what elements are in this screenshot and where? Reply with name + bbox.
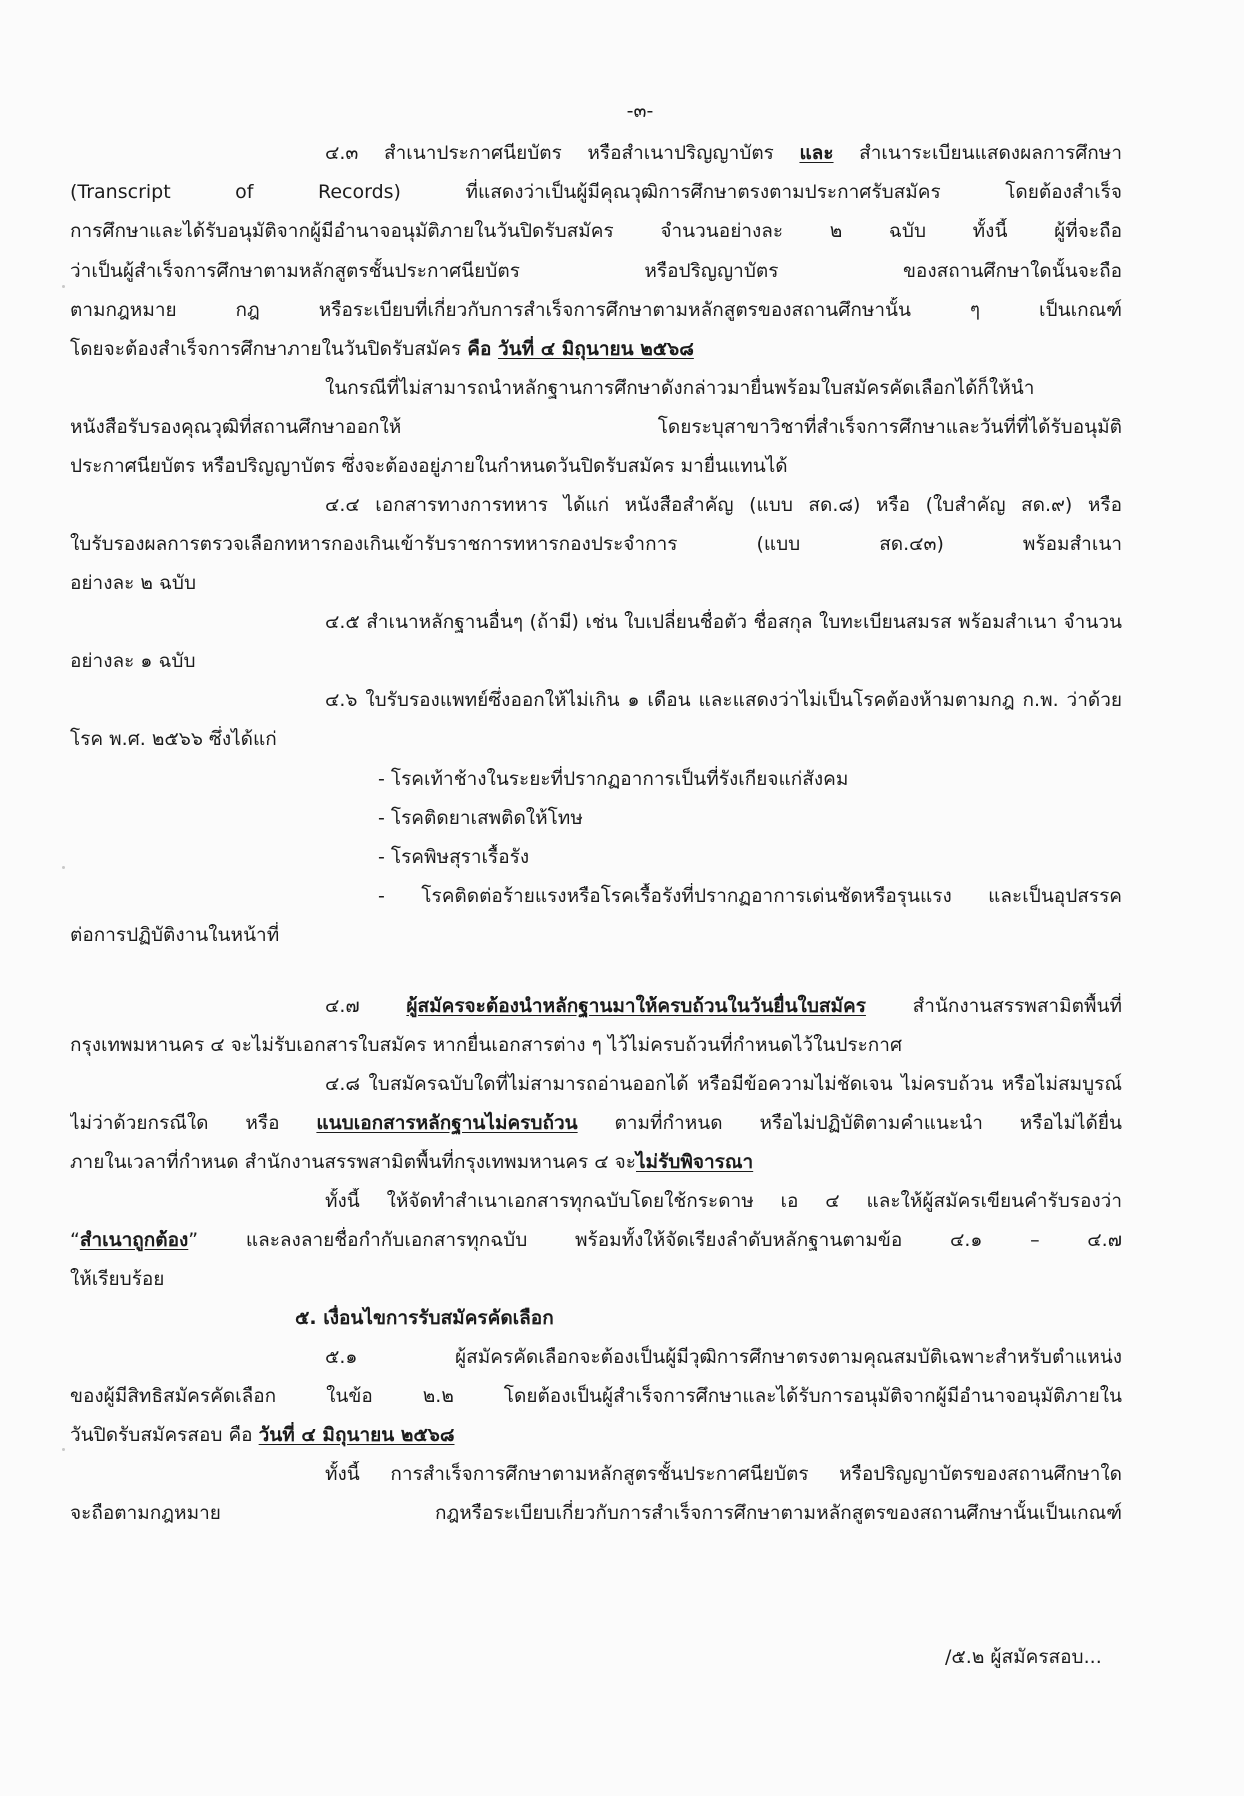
text-run: ว่าเป็นผู้สำเร็จการศึกษาตามหลักสูตรชั้นประกาศนียบัตร หรือปริญญาบัตร ของสถานศึกษาใดนั้นจะถือ — [70, 260, 1122, 282]
text-run: ของผู้มีสิทธิสมัครคัดเลือก ในข้อ ๒.๒ โดยต้องเป็นผู้สำเร็จการศึกษาและได้รับการอนุมัติจากผู้มีอำนาจอนุมัติภายใน — [70, 1385, 1122, 1407]
text-line — [70, 726, 570, 752]
text-run: ประกาศนียบัตร หรือปริญญาบัตร ซึ่งจะต้องอยู่ภายในกำหนดวันปิดรับสมัคร มายื่นแทนได้ — [70, 455, 788, 477]
text-run: ๕.๑ ผู้สมัครคัดเลือกจะต้องเป็นผู้มีวุฒิการศึกษาตรงตามคุณสมบัติเฉพาะสำหรับตำแหน่ง — [325, 1346, 1122, 1368]
text-line — [70, 336, 870, 362]
text-line — [325, 1188, 1122, 1214]
text-run: - โรคเท้าช้างในระยะที่ปรากฏอาการเป็นที่รังเกียจแก่สังคม — [378, 768, 849, 790]
text-run: ต่อการปฏิบัติงานในหน้าที่ — [70, 924, 280, 946]
text-line — [325, 609, 1122, 635]
emphasized-text: วันที่ ๔ มิถุนายน ๒๕๖๘ — [498, 338, 694, 360]
text-line — [325, 993, 1122, 1019]
text-line — [70, 179, 1122, 205]
text-run: สำเนาระเบียนแสดงผลการศึกษา — [833, 142, 1122, 164]
text-run: การศึกษาและได้รับอนุมัติจากผู้มีอำนาจอนุมัติภายในวันปิดรับสมัคร จำนวนอย่างละ ๒ ฉบับ ทั้งนี้ ผู้ที่จะถือ — [70, 220, 1122, 242]
text-line — [70, 1383, 1122, 1409]
text-line — [325, 1344, 1122, 1370]
text-line — [70, 1500, 1122, 1526]
text-line — [70, 1149, 970, 1175]
emphasized-text: ผู้สมัครจะต้องนำหลักฐานมาให้ครบถ้วนในวันยื่นใบสมัคร — [406, 995, 866, 1017]
text-run: ๕. เงื่อนไขการรับสมัครคัดเลือก — [295, 1307, 554, 1329]
text-run: สำนักงานสรรพสามิตพื้นที่ — [865, 995, 1122, 1017]
text-line — [70, 297, 1122, 323]
text-run: (Transcript of Records) ที่แสดงว่าเป็นผู้มีคุณวุฒิการศึกษาตรงตามประกาศรับสมัคร โดยต้องสำเร็จ — [70, 181, 1122, 203]
text-run: - โรคพิษสุราเรื้อรัง — [378, 846, 530, 868]
text-run: ใบรับรองผลการตรวจเลือกทหารกองเกินเข้ารับราชการทหารกองประจำการ (แบบ สด.๔๓) พร้อมสำเนา — [70, 533, 1122, 555]
text-line — [70, 1110, 1122, 1136]
text-line — [70, 531, 1122, 557]
text-line — [378, 766, 978, 792]
text-line — [70, 1422, 670, 1448]
scan-speck — [62, 866, 65, 869]
text-run: คือ — [467, 338, 499, 360]
text-run: หนังสือรับรองคุณวุฒิที่สถานศึกษาออกให้ โดยระบุสาขาวิชาที่สำเร็จการศึกษาและวันที่ที่ได้รับอนุมัติ — [70, 416, 1122, 438]
emphasized-text: ไม่รับพิจารณา — [636, 1151, 754, 1173]
text-run: ๔.๗ — [325, 995, 407, 1017]
emphasized-text: แนบเอกสารหลักฐานไม่ครบถ้วน — [316, 1112, 578, 1134]
text-line — [325, 1071, 1122, 1097]
text-run: ในกรณีที่ไม่สามารถนำหลักฐานการศึกษาดังกล่าวมายื่นพร้อมใบสมัครคัดเลือกได้ก็ให้นำ — [325, 377, 1035, 399]
scan-speck — [62, 285, 65, 288]
text-run: ให้เรียบร้อย — [70, 1268, 165, 1290]
text-run: /๕.๒ ผู้สมัครสอบ... — [945, 1646, 1102, 1668]
text-line — [378, 805, 978, 831]
text-run: อย่างละ ๑ ฉบับ — [70, 650, 196, 672]
text-run: ไม่ว่าด้วยกรณีใด หรือ — [70, 1112, 317, 1134]
text-run: ๔.๘ ใบสมัครฉบับใดที่ไม่สามารถอ่านออกได้ หรือมีข้อความไม่ชัดเจน ไม่ครบถ้วน หรือไม่สมบูรณ์ — [325, 1073, 1122, 1095]
scan-speck — [62, 1448, 65, 1451]
text-run: วันปิดรับสมัครสอบ คือ — [70, 1424, 259, 1446]
text-line — [325, 140, 1122, 166]
text-line — [378, 844, 978, 870]
text-run: ภายในเวลาที่กำหนด สำนักงานสรรพสามิตพื้นที่กรุงเทพมหานคร ๔ จะ — [70, 1151, 636, 1173]
page-number: -๓- — [626, 100, 654, 122]
text-run: โรค พ.ศ. ๒๕๖๖ ซึ่งได้แก่ — [70, 728, 277, 750]
text-line — [325, 375, 1122, 401]
text-run: ทั้งนี้ การสำเร็จการศึกษาตามหลักสูตรชั้นประกาศนียบัตร หรือปริญญาบัตรของสถานศึกษาใด — [325, 1463, 1122, 1485]
text-run: ” และลงลายชื่อกำกับเอกสารทุกฉบับ พร้อมทั้งให้จัดเรียงลำดับหลักฐานตามข้อ ๔.๑ – ๔.๗ — [188, 1229, 1122, 1251]
text-run: จะถือตามกฎหมาย กฎหรือระเบียบเกี่ยวกับการสำเร็จการศึกษาตามหลักสูตรของสถานศึกษานั้นเป็นเกณฑ์ — [70, 1502, 1122, 1524]
text-line — [70, 258, 1122, 284]
text-run: ทั้งนี้ ให้จัดทำสำเนาเอกสารทุกฉบับโดยใช้กระดาษ เอ ๔ และให้ผู้สมัครเขียนคำรับรองว่า — [325, 1190, 1122, 1212]
text-run: “ — [70, 1229, 80, 1251]
text-line — [70, 570, 370, 596]
text-line — [70, 648, 370, 674]
text-run: ตามที่กำหนด หรือไม่ปฏิบัติตามคำแนะนำ หรือไม่ได้ยื่น — [577, 1112, 1122, 1134]
text-line — [70, 1032, 1020, 1058]
text-line — [70, 1266, 370, 1292]
text-line — [70, 453, 970, 479]
text-line — [70, 1227, 1122, 1253]
text-run: ๔.๓ สำเนาประกาศนียบัตร หรือสำเนาปริญญาบัตร — [325, 142, 800, 164]
text-line — [945, 1644, 1122, 1670]
text-run: - โรคติดต่อร้ายแรงหรือโรคเรื้อรังที่ปรากฏอาการเด่นชัดหรือรุนแรง และเป็นอุปสรรค — [378, 885, 1122, 907]
text-line — [325, 492, 1122, 518]
text-run: อย่างละ ๒ ฉบับ — [70, 572, 197, 594]
text-run: กรุงเทพมหานคร ๔ จะไม่รับเอกสารใบสมัคร หากยื่นเอกสารต่าง ๆ ไว้ไม่ครบถ้วนที่กำหนดไว้ในประกาศ — [70, 1034, 903, 1056]
text-line — [70, 922, 570, 948]
text-line — [70, 218, 1122, 244]
emphasized-text: และ — [799, 142, 834, 164]
text-run: - โรคติดยาเสพติดให้โทษ — [378, 807, 583, 829]
text-run: ๔.๕ สำเนาหลักฐานอื่นๆ (ถ้ามี) เช่น ใบเปลี่ยนชื่อตัว ชื่อสกุล ใบทะเบียนสมรส พร้อมสำเนา จำนวน — [325, 611, 1122, 633]
text-run: โดยจะต้องสำเร็จการศึกษาภายในวันปิดรับสมัคร — [70, 338, 468, 360]
text-run: ๔.๔ เอกสารทางการทหาร ได้แก่ หนังสือสำคัญ (แบบ สด.๘) หรือ (ใบสำคัญ สด.๙) หรือ — [325, 494, 1122, 516]
text-line — [70, 414, 1122, 440]
text-line — [295, 1305, 795, 1331]
text-run: ตามกฎหมาย กฎ หรือระเบียบที่เกี่ยวกับการสำเร็จการศึกษาตามหลักสูตรของสถานศึกษานั้น ๆ เป็นเกณฑ์ — [70, 299, 1122, 321]
emphasized-text: วันที่ ๔ มิถุนายน ๒๕๖๘ — [258, 1424, 455, 1446]
text-line — [325, 687, 1122, 713]
text-run: ๔.๖ ใบรับรองแพทย์ซึ่งออกให้ไม่เกิน ๑ เดือน และแสดงว่าไม่เป็นโรคต้องห้ามตามกฎ ก.พ. ว่าด้วย — [325, 689, 1122, 711]
emphasized-text: สำเนาถูกต้อง — [79, 1229, 189, 1251]
text-line — [378, 883, 1122, 909]
text-line — [325, 1461, 1122, 1487]
